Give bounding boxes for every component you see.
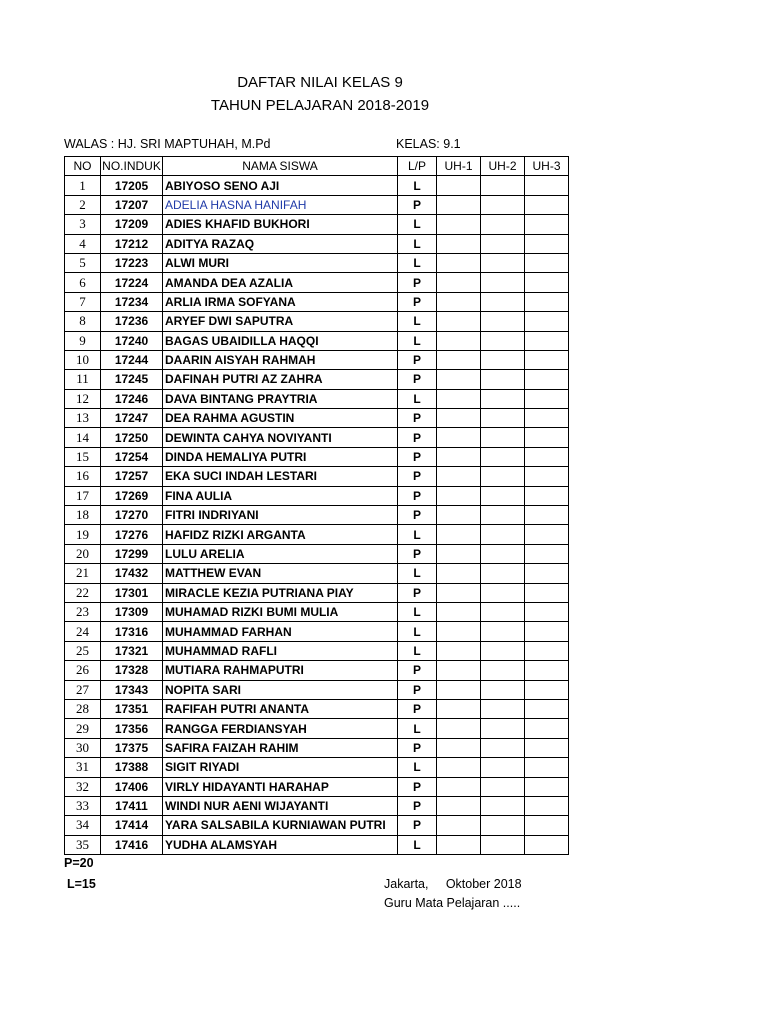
- uh2-score: [481, 525, 525, 544]
- student-name: YUDHA ALAMSYAH: [163, 835, 398, 854]
- student-gender: P: [398, 680, 437, 699]
- row-number: 28: [65, 699, 101, 718]
- row-number: 8: [65, 312, 101, 331]
- uh3-score: [525, 835, 569, 854]
- student-id: 17246: [101, 389, 163, 408]
- student-id: 17254: [101, 447, 163, 466]
- student-name: WINDI NUR AENI WIJAYANTI: [163, 796, 398, 815]
- uh2-score: [481, 506, 525, 525]
- uh1-score: [437, 525, 481, 544]
- uh1-score: [437, 370, 481, 389]
- student-gender: L: [398, 622, 437, 641]
- row-number: 23: [65, 602, 101, 621]
- student-gender: P: [398, 544, 437, 563]
- male-count: L=15: [67, 877, 96, 891]
- uh2-score: [481, 447, 525, 466]
- uh1-score: [437, 758, 481, 777]
- student-gender: P: [398, 506, 437, 525]
- student-name: FINA AULIA: [163, 486, 398, 505]
- student-gender: P: [398, 699, 437, 718]
- student-name: SAFIRA FAIZAH RAHIM: [163, 738, 398, 757]
- student-id: 17223: [101, 253, 163, 272]
- class-label: KELAS: 9.1: [396, 137, 461, 151]
- uh2-score: [481, 253, 525, 272]
- uh3-score: [525, 215, 569, 234]
- uh2-score: [481, 661, 525, 680]
- uh3-score: [525, 292, 569, 311]
- student-id: 17234: [101, 292, 163, 311]
- row-number: 2: [65, 195, 101, 214]
- uh2-score: [481, 680, 525, 699]
- student-name: BAGAS UBAIDILLA HAQQI: [163, 331, 398, 350]
- student-name: MATTHEW EVAN: [163, 564, 398, 583]
- uh1-score: [437, 195, 481, 214]
- student-gender: P: [398, 816, 437, 835]
- table-row: [65, 602, 569, 621]
- uh3-score: [525, 661, 569, 680]
- uh1-score: [437, 680, 481, 699]
- uh1-score: [437, 835, 481, 854]
- table-row: [65, 389, 569, 408]
- student-gender: P: [398, 796, 437, 815]
- table-header-row: [65, 157, 569, 176]
- uh3-score: [525, 253, 569, 272]
- student-id: 17245: [101, 370, 163, 389]
- uh1-score: [437, 816, 481, 835]
- row-number: 6: [65, 273, 101, 292]
- row-number: 33: [65, 796, 101, 815]
- student-id: 17321: [101, 641, 163, 660]
- student-id: 17209: [101, 215, 163, 234]
- uh3-score: [525, 389, 569, 408]
- col-header-no: NO: [65, 157, 101, 176]
- row-number: 7: [65, 292, 101, 311]
- student-name: DEA RAHMA AGUSTIN: [163, 409, 398, 428]
- uh2-score: [481, 215, 525, 234]
- student-gender: L: [398, 602, 437, 621]
- row-number: 14: [65, 428, 101, 447]
- uh1-score: [437, 467, 481, 486]
- uh3-score: [525, 699, 569, 718]
- col-header-gender: L/P: [398, 157, 437, 176]
- academic-year: TAHUN PELAJARAN 2018-2019: [210, 97, 430, 114]
- uh2-score: [481, 370, 525, 389]
- student-name: MUHAMMAD FARHAN: [163, 622, 398, 641]
- row-number: 3: [65, 215, 101, 234]
- student-gender: L: [398, 331, 437, 350]
- table-row: [65, 544, 569, 563]
- uh2-score: [481, 234, 525, 253]
- uh1-score: [437, 544, 481, 563]
- table-row: [65, 234, 569, 253]
- table-row: [65, 680, 569, 699]
- student-gender: L: [398, 758, 437, 777]
- student-id: 17411: [101, 796, 163, 815]
- table-row: [65, 447, 569, 466]
- uh3-score: [525, 331, 569, 350]
- student-gender: L: [398, 525, 437, 544]
- student-name: EKA SUCI INDAH LESTARI: [163, 467, 398, 486]
- student-id: 17375: [101, 738, 163, 757]
- uh1-score: [437, 777, 481, 796]
- uh3-score: [525, 409, 569, 428]
- table-row: [65, 835, 569, 854]
- student-name: DINDA HEMALIYA PUTRI: [163, 447, 398, 466]
- table-row: [65, 699, 569, 718]
- uh2-score: [481, 835, 525, 854]
- student-id: 17257: [101, 467, 163, 486]
- student-id: 17270: [101, 506, 163, 525]
- uh3-score: [525, 738, 569, 757]
- table-row: [65, 486, 569, 505]
- uh2-score: [481, 719, 525, 738]
- row-number: 1: [65, 176, 101, 195]
- table-row: [65, 350, 569, 369]
- uh3-score: [525, 195, 569, 214]
- row-number: 18: [65, 506, 101, 525]
- student-id: 17207: [101, 195, 163, 214]
- uh3-score: [525, 758, 569, 777]
- grades-table: [64, 156, 569, 855]
- table-row: [65, 622, 569, 641]
- student-name: FITRI INDRIYANI: [163, 506, 398, 525]
- uh3-score: [525, 506, 569, 525]
- table-row: [65, 215, 569, 234]
- uh3-score: [525, 719, 569, 738]
- col-header-uh3: UH-3: [525, 157, 569, 176]
- student-gender: P: [398, 467, 437, 486]
- row-number: 20: [65, 544, 101, 563]
- student-gender: L: [398, 564, 437, 583]
- student-gender: P: [398, 350, 437, 369]
- student-id: 17205: [101, 176, 163, 195]
- student-gender: P: [398, 447, 437, 466]
- uh3-score: [525, 370, 569, 389]
- student-gender: L: [398, 253, 437, 272]
- student-name: AMANDA DEA AZALIA: [163, 273, 398, 292]
- student-id: 17356: [101, 719, 163, 738]
- uh1-score: [437, 583, 481, 602]
- student-gender: P: [398, 195, 437, 214]
- uh2-score: [481, 602, 525, 621]
- student-id: 17240: [101, 331, 163, 350]
- uh3-score: [525, 273, 569, 292]
- uh1-score: [437, 661, 481, 680]
- uh1-score: [437, 350, 481, 369]
- uh1-score: [437, 796, 481, 815]
- student-gender: L: [398, 312, 437, 331]
- table-row: [65, 564, 569, 583]
- uh3-score: [525, 467, 569, 486]
- student-gender: P: [398, 486, 437, 505]
- table-row: [65, 506, 569, 525]
- student-id: 17343: [101, 680, 163, 699]
- uh1-score: [437, 506, 481, 525]
- uh2-score: [481, 622, 525, 641]
- student-id: 17247: [101, 409, 163, 428]
- uh2-score: [481, 816, 525, 835]
- row-number: 10: [65, 350, 101, 369]
- row-number: 31: [65, 758, 101, 777]
- student-name: ADITYA RAZAQ: [163, 234, 398, 253]
- table-row: [65, 409, 569, 428]
- row-number: 4: [65, 234, 101, 253]
- uh1-score: [437, 447, 481, 466]
- student-gender: P: [398, 370, 437, 389]
- row-number: 29: [65, 719, 101, 738]
- student-gender: L: [398, 176, 437, 195]
- uh2-score: [481, 409, 525, 428]
- uh3-score: [525, 622, 569, 641]
- uh2-score: [481, 312, 525, 331]
- table-row: [65, 796, 569, 815]
- row-number: 9: [65, 331, 101, 350]
- uh1-score: [437, 602, 481, 621]
- student-id: 17309: [101, 602, 163, 621]
- student-id: 17244: [101, 350, 163, 369]
- uh2-score: [481, 350, 525, 369]
- student-id: 17351: [101, 699, 163, 718]
- uh1-score: [437, 234, 481, 253]
- student-gender: P: [398, 583, 437, 602]
- col-header-uh2: UH-2: [481, 157, 525, 176]
- row-number: 16: [65, 467, 101, 486]
- student-id: 17416: [101, 835, 163, 854]
- uh1-score: [437, 292, 481, 311]
- uh3-score: [525, 816, 569, 835]
- uh3-score: [525, 447, 569, 466]
- female-count: P=20: [64, 856, 94, 870]
- row-number: 17: [65, 486, 101, 505]
- student-name: VIRLY HIDAYANTI HARAHAP: [163, 777, 398, 796]
- student-name: LULU ARELIA: [163, 544, 398, 563]
- row-number: 24: [65, 622, 101, 641]
- row-number: 25: [65, 641, 101, 660]
- table-row: [65, 661, 569, 680]
- student-gender: L: [398, 215, 437, 234]
- uh2-score: [481, 273, 525, 292]
- uh2-score: [481, 699, 525, 718]
- row-number: 27: [65, 680, 101, 699]
- student-name: ADELIA HASNA HANIFAH: [163, 195, 398, 214]
- uh2-score: [481, 176, 525, 195]
- uh1-score: [437, 699, 481, 718]
- student-name: MUTIARA RAHMAPUTRI: [163, 661, 398, 680]
- table-row: [65, 331, 569, 350]
- student-gender: P: [398, 428, 437, 447]
- uh1-score: [437, 719, 481, 738]
- table-row: [65, 641, 569, 660]
- student-id: 17276: [101, 525, 163, 544]
- student-gender: P: [398, 777, 437, 796]
- uh1-score: [437, 409, 481, 428]
- table-row: [65, 719, 569, 738]
- row-number: 12: [65, 389, 101, 408]
- uh3-score: [525, 680, 569, 699]
- uh2-score: [481, 796, 525, 815]
- row-number: 15: [65, 447, 101, 466]
- uh1-score: [437, 564, 481, 583]
- student-gender: L: [398, 719, 437, 738]
- student-name: ABIYOSO SENO AJI: [163, 176, 398, 195]
- uh1-score: [437, 641, 481, 660]
- uh3-score: [525, 234, 569, 253]
- uh3-score: [525, 583, 569, 602]
- uh3-score: [525, 641, 569, 660]
- uh3-score: [525, 796, 569, 815]
- student-gender: L: [398, 389, 437, 408]
- uh1-score: [437, 176, 481, 195]
- col-header-nis: NO.INDUK: [101, 157, 163, 176]
- uh2-score: [481, 564, 525, 583]
- uh2-score: [481, 583, 525, 602]
- student-gender: P: [398, 292, 437, 311]
- uh3-score: [525, 544, 569, 563]
- uh3-score: [525, 602, 569, 621]
- student-name: DAFINAH PUTRI AZ ZAHRA: [163, 370, 398, 389]
- uh2-score: [481, 292, 525, 311]
- uh1-score: [437, 215, 481, 234]
- uh2-score: [481, 389, 525, 408]
- table-row: [65, 292, 569, 311]
- uh3-score: [525, 486, 569, 505]
- row-number: 26: [65, 661, 101, 680]
- uh2-score: [481, 428, 525, 447]
- document-title: DAFTAR NILAI KELAS 9: [237, 74, 403, 91]
- row-number: 30: [65, 738, 101, 757]
- student-gender: L: [398, 835, 437, 854]
- table-row: [65, 428, 569, 447]
- uh3-score: [525, 350, 569, 369]
- student-id: 17269: [101, 486, 163, 505]
- student-name: HAFIDZ RIZKI ARGANTA: [163, 525, 398, 544]
- table-row: [65, 176, 569, 195]
- student-name: ADIES KHAFID BUKHORI: [163, 215, 398, 234]
- student-id: 17301: [101, 583, 163, 602]
- uh2-score: [481, 486, 525, 505]
- student-id: 17250: [101, 428, 163, 447]
- table-row: [65, 525, 569, 544]
- row-number: 22: [65, 583, 101, 602]
- student-id: 17406: [101, 777, 163, 796]
- table-row: [65, 253, 569, 272]
- table-row: [65, 195, 569, 214]
- uh2-score: [481, 195, 525, 214]
- student-name: ARLIA IRMA SOFYANA: [163, 292, 398, 311]
- uh3-score: [525, 564, 569, 583]
- student-name: MIRACLE KEZIA PUTRIANA PIAY: [163, 583, 398, 602]
- student-name: RANGGA FERDIANSYAH: [163, 719, 398, 738]
- col-header-uh1: UH-1: [437, 157, 481, 176]
- uh2-score: [481, 331, 525, 350]
- uh3-score: [525, 777, 569, 796]
- student-name: YARA SALSABILA KURNIAWAN PUTRI: [163, 816, 398, 835]
- student-id: 17316: [101, 622, 163, 641]
- row-number: 35: [65, 835, 101, 854]
- table-row: [65, 312, 569, 331]
- student-id: 17212: [101, 234, 163, 253]
- student-gender: L: [398, 641, 437, 660]
- uh3-score: [525, 428, 569, 447]
- student-id: 17224: [101, 273, 163, 292]
- col-header-name: NAMA SISWA: [163, 157, 398, 176]
- row-number: 19: [65, 525, 101, 544]
- table-row: [65, 583, 569, 602]
- student-name: NOPITA SARI: [163, 680, 398, 699]
- uh1-score: [437, 389, 481, 408]
- uh2-score: [481, 758, 525, 777]
- student-gender: P: [398, 273, 437, 292]
- row-number: 13: [65, 409, 101, 428]
- homeroom-teacher: WALAS : HJ. SRI MAPTUHAH, M.Pd: [64, 137, 271, 151]
- table-row: [65, 370, 569, 389]
- uh1-score: [437, 622, 481, 641]
- student-id: 17432: [101, 564, 163, 583]
- student-id: 17236: [101, 312, 163, 331]
- uh1-score: [437, 331, 481, 350]
- table-row: [65, 777, 569, 796]
- student-gender: P: [398, 661, 437, 680]
- student-id: 17414: [101, 816, 163, 835]
- row-number: 21: [65, 564, 101, 583]
- student-id: 17388: [101, 758, 163, 777]
- student-name: MUHAMAD RIZKI BUMI MULIA: [163, 602, 398, 621]
- student-gender: L: [398, 234, 437, 253]
- student-name: ALWI MURI: [163, 253, 398, 272]
- uh2-score: [481, 738, 525, 757]
- uh1-score: [437, 738, 481, 757]
- student-gender: P: [398, 738, 437, 757]
- student-name: DEWINTA CAHYA NOVIYANTI: [163, 428, 398, 447]
- row-number: 34: [65, 816, 101, 835]
- table-row: [65, 816, 569, 835]
- student-name: DAVA BINTANG PRAYTRIA: [163, 389, 398, 408]
- uh2-score: [481, 544, 525, 563]
- uh2-score: [481, 641, 525, 660]
- student-name: RAFIFAH PUTRI ANANTA: [163, 699, 398, 718]
- table-row: [65, 273, 569, 292]
- student-id: 17328: [101, 661, 163, 680]
- student-gender: P: [398, 409, 437, 428]
- student-name: DAARIN AISYAH RAHMAH: [163, 350, 398, 369]
- row-number: 32: [65, 777, 101, 796]
- uh2-score: [481, 777, 525, 796]
- row-number: 5: [65, 253, 101, 272]
- student-id: 17299: [101, 544, 163, 563]
- uh2-score: [481, 467, 525, 486]
- row-number: 11: [65, 370, 101, 389]
- table-row: [65, 738, 569, 757]
- student-name: MUHAMMAD RAFLI: [163, 641, 398, 660]
- uh1-score: [437, 312, 481, 331]
- student-name: ARYEF DWI SAPUTRA: [163, 312, 398, 331]
- uh3-score: [525, 525, 569, 544]
- uh1-score: [437, 253, 481, 272]
- uh1-score: [437, 273, 481, 292]
- student-name: SIGIT RIYADI: [163, 758, 398, 777]
- place-date: Jakarta, Oktober 2018: [384, 877, 522, 891]
- uh1-score: [437, 486, 481, 505]
- uh1-score: [437, 428, 481, 447]
- teacher-signature-label: Guru Mata Pelajaran .....: [384, 896, 521, 910]
- uh3-score: [525, 312, 569, 331]
- table-row: [65, 758, 569, 777]
- table-row: [65, 467, 569, 486]
- uh3-score: [525, 176, 569, 195]
